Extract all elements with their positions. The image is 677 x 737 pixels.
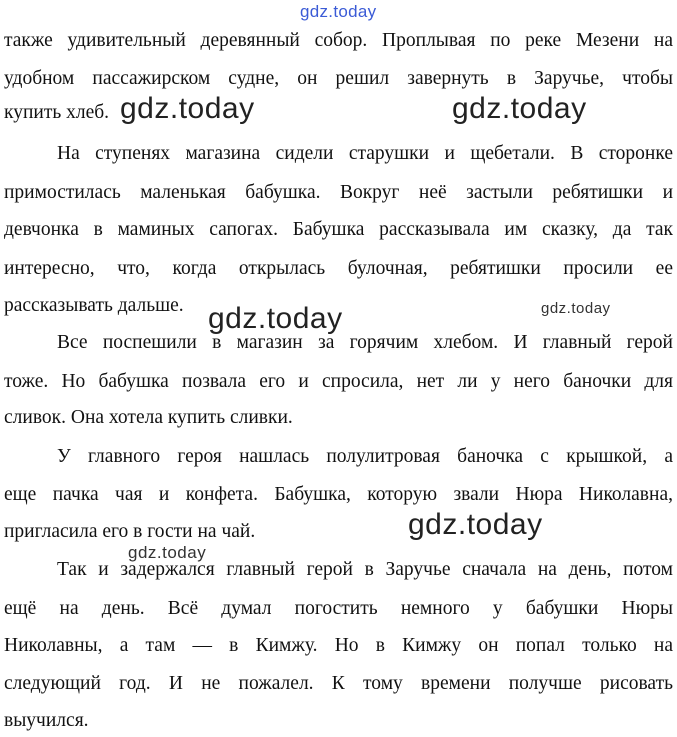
text-line: удобном пассажирском судне, он решил завернуть в Заручье, чтобы — [4, 68, 673, 89]
watermark: gdz.today — [208, 302, 343, 335]
text-line: еще пачка чая и конфета. Бабушка, которую звали Нюра Николавна, — [4, 484, 673, 505]
text-line: купить хлеб. — [4, 102, 110, 123]
text-line: выучился. — [4, 710, 89, 731]
text-line: Все поспешили в магазин за горячим хлебом. И главный герой — [57, 332, 673, 353]
text-line: примостилась маленькая бабушка. Вокруг неё застыли ребятишки и — [4, 182, 673, 203]
text-line: Николавны, а там — в Кимжу. Но в Кимжу он попал только на — [4, 635, 673, 656]
watermark: gdz.today — [541, 300, 611, 317]
text-line: рассказывать дальше. — [4, 295, 184, 316]
text-line: У главного героя нашлась полулитровая баночка с крышкой, а — [57, 446, 673, 467]
text-line: сливок. Она хотела купить сливки. — [4, 407, 293, 428]
text-line: также удивительный деревянный собор. Проплывая по реке Мезени на — [4, 30, 673, 51]
text-line: интересно, что, когда открылась булочная, ребятишки просили ее — [4, 258, 673, 279]
text-line: следующий год. И не пожалел. К тому времени получше рисовать — [4, 673, 673, 694]
text-line: тоже. Но бабушка позвала его и спросила, нет ли у него баночки для — [4, 371, 673, 392]
text-line: На ступенях магазина сидели старушки и щебетали. В сторонке — [57, 143, 673, 164]
watermark: gdz.today — [128, 543, 207, 562]
text-line: Так и задержался главный герой в Заручье сначала на день, потом — [57, 559, 673, 580]
watermark: gdz.today — [408, 508, 543, 541]
watermark: gdz.today — [120, 92, 255, 125]
watermark: gdz.today — [452, 92, 587, 125]
text-line: девчонка в маминых сапогах. Бабушка рассказывала им сказку, да так — [4, 219, 673, 240]
text-line: пригласила его в гости на чай. — [4, 521, 256, 542]
watermark-top: gdz.today — [300, 2, 377, 21]
text-line: ещё на день. Всё думал погостить немного у бабушки Нюры — [4, 598, 673, 619]
